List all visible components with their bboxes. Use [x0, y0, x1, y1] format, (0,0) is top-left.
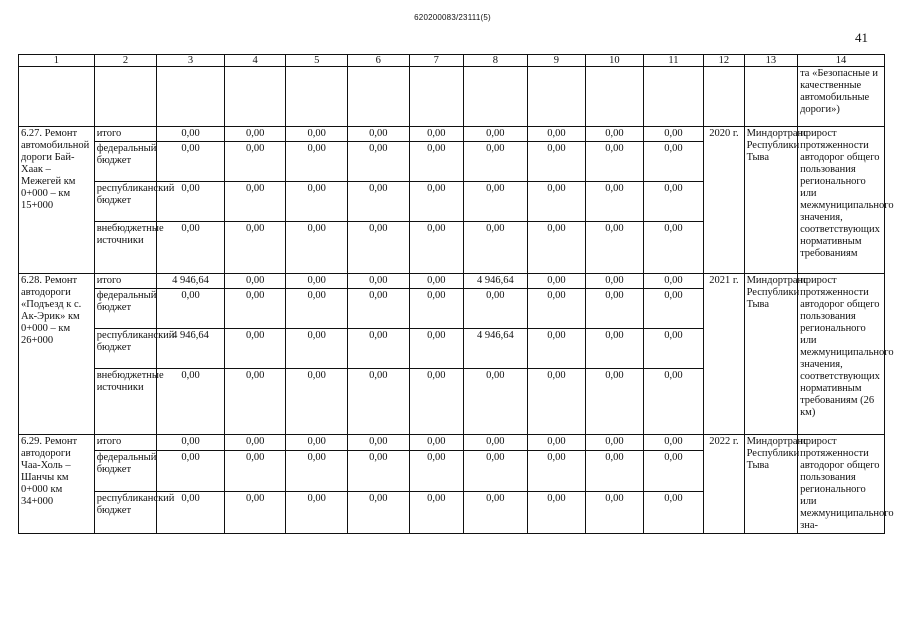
column-header: 7	[409, 55, 464, 67]
table-row	[19, 127, 885, 142]
value-cell: 0,00	[157, 369, 225, 435]
empty-cell	[224, 67, 286, 127]
funding-source: республиканский бюджет	[94, 329, 157, 369]
empty-cell	[586, 67, 644, 127]
value-cell: 0,00	[286, 435, 348, 451]
year-cell: 2022 г.	[704, 435, 744, 534]
value-cell: 0,00	[224, 369, 286, 435]
empty-cell	[94, 67, 157, 127]
value-cell: 0,00	[527, 450, 586, 492]
value-cell: 0,00	[347, 289, 409, 329]
column-header: 9	[527, 55, 586, 67]
value-cell: 0,00	[527, 182, 586, 222]
value-cell: 0,00	[586, 369, 644, 435]
value-cell: 4 946,64	[157, 329, 225, 369]
project-name: 6.28. Ремонт автодороги «Подъезд к с. Ак-Эрик» км 0+000 – км 26+000	[19, 274, 95, 435]
project-name: 6.27. Ремонт автомобильной дороги Бай-Хаак – Межегей км 0+000 – км 15+000	[19, 127, 95, 274]
value-cell: 0,00	[409, 222, 464, 274]
continuation-row	[19, 67, 885, 127]
value-cell: 0,00	[347, 329, 409, 369]
value-cell: 0,00	[224, 274, 286, 289]
funding-source: внебюджетные источники	[94, 369, 157, 435]
value-cell: 0,00	[409, 435, 464, 451]
value-cell: 0,00	[586, 182, 644, 222]
value-cell: 0,00	[464, 222, 528, 274]
value-cell: 0,00	[157, 289, 225, 329]
value-cell: 0,00	[586, 435, 644, 451]
value-cell: 0,00	[409, 274, 464, 289]
empty-cell	[19, 67, 95, 127]
value-cell: 0,00	[464, 435, 528, 451]
funding-source: итого	[94, 274, 157, 289]
value-cell: 4 946,64	[157, 274, 225, 289]
value-cell: 0,00	[224, 289, 286, 329]
value-cell: 4 946,64	[464, 329, 528, 369]
value-cell: 0,00	[586, 274, 644, 289]
empty-cell	[157, 67, 225, 127]
value-cell: 0,00	[224, 182, 286, 222]
value-cell: 0,00	[643, 450, 704, 492]
value-cell: 0,00	[409, 142, 464, 182]
executor-cell: Миндортранс Республики Тыва	[744, 435, 797, 534]
funding-source: республиканский бюджет	[94, 492, 157, 534]
indicator-cell: прирост протяженности автодорог общего пользования регионального или межмуниципального значения, соответствующих нормативным требованиям (26 км)	[798, 274, 885, 435]
value-cell: 0,00	[527, 289, 586, 329]
value-cell: 0,00	[286, 369, 348, 435]
value-cell: 0,00	[347, 450, 409, 492]
executor-cell: Миндортранс Республики Тыва	[744, 274, 797, 435]
value-cell: 0,00	[586, 450, 644, 492]
value-cell: 0,00	[586, 222, 644, 274]
table-row	[19, 274, 885, 289]
value-cell: 0,00	[286, 127, 348, 142]
column-header: 13	[744, 55, 797, 67]
empty-cell	[527, 67, 586, 127]
column-header: 8	[464, 55, 528, 67]
value-cell: 0,00	[464, 369, 528, 435]
column-header: 5	[286, 55, 348, 67]
value-cell: 0,00	[224, 222, 286, 274]
column-header: 2	[94, 55, 157, 67]
column-header: 14	[798, 55, 885, 67]
value-cell: 0,00	[643, 492, 704, 534]
funding-source: федеральный бюджет	[94, 289, 157, 329]
value-cell: 0,00	[527, 492, 586, 534]
empty-cell	[464, 67, 528, 127]
year-cell: 2021 г.	[704, 274, 744, 435]
value-cell: 0,00	[347, 492, 409, 534]
value-cell: 0,00	[643, 142, 704, 182]
value-cell: 0,00	[157, 142, 225, 182]
empty-cell	[744, 67, 797, 127]
indicator-cell: прирост протяженности автодорог общего пользования регионального или межмуниципального зна-	[798, 435, 885, 534]
value-cell: 0,00	[643, 369, 704, 435]
value-cell: 0,00	[464, 492, 528, 534]
value-cell: 0,00	[527, 435, 586, 451]
value-cell: 0,00	[527, 142, 586, 182]
value-cell: 0,00	[286, 222, 348, 274]
value-cell: 0,00	[409, 450, 464, 492]
project-name: 6.29. Ремонт автодороги Чаа-Холь – Шанчы км 0+000 км 34+000	[19, 435, 95, 534]
value-cell: 0,00	[527, 329, 586, 369]
value-cell: 0,00	[286, 492, 348, 534]
value-cell: 0,00	[586, 142, 644, 182]
value-cell: 4 946,64	[464, 274, 528, 289]
column-header: 4	[224, 55, 286, 67]
value-cell: 0,00	[409, 182, 464, 222]
funding-source: республиканский бюджет	[94, 182, 157, 222]
value-cell: 0,00	[464, 450, 528, 492]
value-cell: 0,00	[224, 329, 286, 369]
value-cell: 0,00	[347, 435, 409, 451]
value-cell: 0,00	[347, 182, 409, 222]
value-cell: 0,00	[347, 222, 409, 274]
continuation-text: та «Безопасные и качественные автомобильные дороги»)	[798, 67, 885, 127]
value-cell: 0,00	[643, 435, 704, 451]
value-cell: 0,00	[286, 289, 348, 329]
year-cell: 2020 г.	[704, 127, 744, 274]
value-cell: 0,00	[286, 274, 348, 289]
value-cell: 0,00	[409, 329, 464, 369]
value-cell: 0,00	[464, 289, 528, 329]
column-header: 6	[347, 55, 409, 67]
value-cell: 0,00	[527, 369, 586, 435]
empty-cell	[409, 67, 464, 127]
value-cell: 0,00	[464, 182, 528, 222]
value-cell: 0,00	[586, 127, 644, 142]
empty-cell	[347, 67, 409, 127]
value-cell: 0,00	[409, 289, 464, 329]
empty-cell	[704, 67, 744, 127]
value-cell: 0,00	[157, 450, 225, 492]
value-cell: 0,00	[464, 142, 528, 182]
value-cell: 0,00	[409, 369, 464, 435]
value-cell: 0,00	[347, 369, 409, 435]
funding-source: внебюджетные источники	[94, 222, 157, 274]
empty-cell	[286, 67, 348, 127]
funding-source: итого	[94, 127, 157, 142]
value-cell: 0,00	[347, 274, 409, 289]
value-cell: 0,00	[224, 492, 286, 534]
funding-source: федеральный бюджет	[94, 142, 157, 182]
value-cell: 0,00	[157, 222, 225, 274]
value-cell: 0,00	[586, 329, 644, 369]
value-cell: 0,00	[157, 127, 225, 142]
funding-source: федеральный бюджет	[94, 450, 157, 492]
document-id: 620200083/23111(5)	[414, 13, 491, 22]
value-cell: 0,00	[347, 127, 409, 142]
value-cell: 0,00	[527, 127, 586, 142]
value-cell: 0,00	[224, 435, 286, 451]
value-cell: 0,00	[224, 450, 286, 492]
empty-cell	[643, 67, 704, 127]
value-cell: 0,00	[286, 182, 348, 222]
value-cell: 0,00	[527, 222, 586, 274]
value-cell: 0,00	[527, 274, 586, 289]
value-cell: 0,00	[643, 274, 704, 289]
value-cell: 0,00	[586, 492, 644, 534]
value-cell: 0,00	[157, 492, 225, 534]
value-cell: 0,00	[157, 182, 225, 222]
column-header: 12	[704, 55, 744, 67]
column-header: 10	[586, 55, 644, 67]
value-cell: 0,00	[157, 435, 225, 451]
value-cell: 0,00	[409, 492, 464, 534]
column-header: 11	[643, 55, 704, 67]
column-header: 1	[19, 55, 95, 67]
value-cell: 0,00	[286, 450, 348, 492]
table-row	[19, 435, 885, 451]
value-cell: 0,00	[643, 289, 704, 329]
funding-source: итого	[94, 435, 157, 451]
value-cell: 0,00	[643, 182, 704, 222]
value-cell: 0,00	[286, 329, 348, 369]
value-cell: 0,00	[464, 127, 528, 142]
column-number-row	[19, 55, 885, 67]
value-cell: 0,00	[286, 142, 348, 182]
value-cell: 0,00	[586, 289, 644, 329]
page-number: 41	[855, 30, 868, 45]
value-cell: 0,00	[409, 127, 464, 142]
value-cell: 0,00	[643, 127, 704, 142]
indicator-cell: прирост протяженности автодорог общего пользования регионального или межмуниципального значения, соответствующих нормативным требованиям	[798, 127, 885, 274]
budget-table	[18, 54, 894, 534]
value-cell: 0,00	[224, 127, 286, 142]
value-cell: 0,00	[224, 142, 286, 182]
value-cell: 0,00	[347, 142, 409, 182]
column-header: 3	[157, 55, 225, 67]
executor-cell: Миндортранс Республики Тыва	[744, 127, 797, 274]
value-cell: 0,00	[643, 329, 704, 369]
value-cell: 0,00	[643, 222, 704, 274]
